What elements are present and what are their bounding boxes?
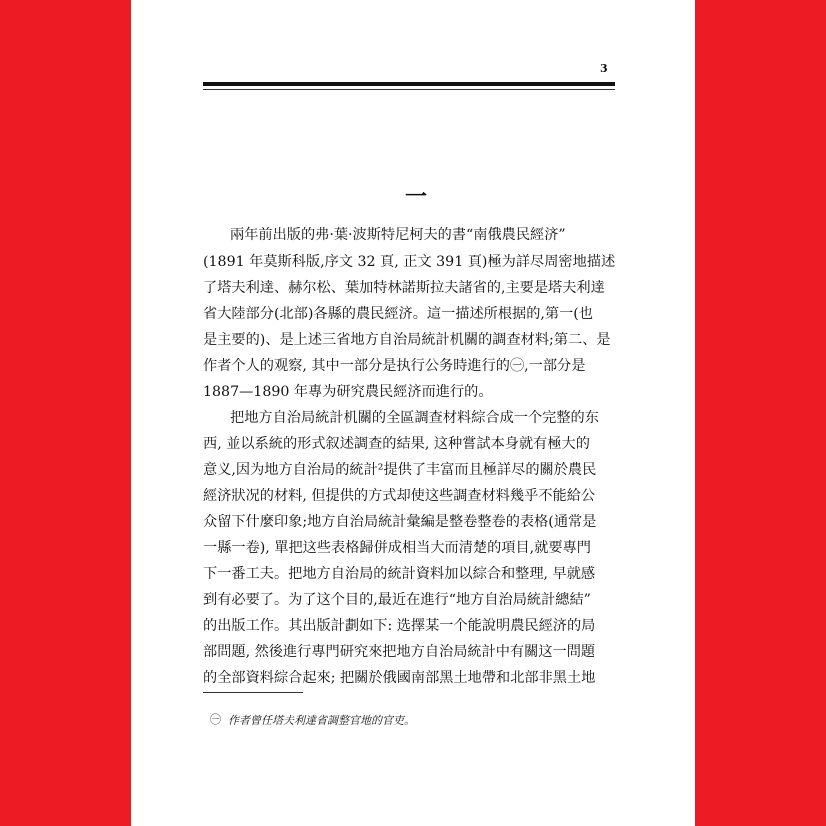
text-line: 意义,因为地方自治局的統計²提供了丰富而且極詳尽的關於農民 <box>203 462 597 478</box>
text-line: 1887—1890 年專为研究農民經济而進行的。 <box>203 384 493 400</box>
text-line: 省大陸部分(北部)各縣的農民經济。這一描述所根据的,第一(也 <box>203 306 593 322</box>
text-line: 到有必要了。为了这个目的,最近在進行“地方自治局統計總結” <box>203 592 591 608</box>
text-line: 西, 並以系統的形式叙述調查的結果, 这种嘗試本身就有極大的 <box>203 436 590 452</box>
section-number: 一 <box>405 184 428 210</box>
text-line: 了塔夫利達、赫尔松、葉加特林諾斯拉夫諸省的,主要是塔夫利達 <box>203 280 605 296</box>
text-line: 众留下什麼印象;地方自治局統計彙編是整卷整卷的表格(通常是 <box>203 514 597 530</box>
footnote-marker: ㊀ <box>210 713 221 726</box>
footnote-text: 作者曾任塔夫利達省調整官地的官吏。 <box>228 714 415 727</box>
text-line: 把地方自治局統計机關的全區調查材料綜合成一个完整的东 <box>230 410 599 426</box>
text-line: 兩年前出版的弗·葉·波斯特尼柯夫的書“南俄農民經济” <box>230 227 566 243</box>
text-line: 是主要的)、是上述三省地方自治局統計机關的調查材料;第二、是 <box>203 332 611 348</box>
text-line: 作者个人的观察, 其中一部分是执行公务時進行的㊀,一部分是 <box>203 358 586 374</box>
text-line: 下一番工夫。把地方自治局的統計資料加以綜合和整理, 早就感 <box>203 566 596 582</box>
text-line: 經济狀况的材料, 但提供的方式却使这些調查材料幾乎不能給公 <box>203 488 596 504</box>
text-line: (1891 年莫斯科版,序文 32 頁, 正文 391 頁)極为詳尽周密地描述 <box>203 254 616 270</box>
text-line: 部問題, 然後進行專門研究來把地方自治局統計中有關这一問題 <box>203 644 596 660</box>
text-line: 的全部資料綜合起來; 把關於俄國南部黑土地帶和北部非黑土地 <box>203 670 596 686</box>
text-line: 一縣一卷), 單把这些表格歸併成相当大而清楚的項目,就要專門 <box>203 540 591 556</box>
footnote-rule <box>203 692 303 693</box>
page-number: 3 <box>600 62 608 75</box>
text-line: 的出版工作。其出版計劃如下: 选擇某一个能說明農民經济的局 <box>203 618 596 634</box>
